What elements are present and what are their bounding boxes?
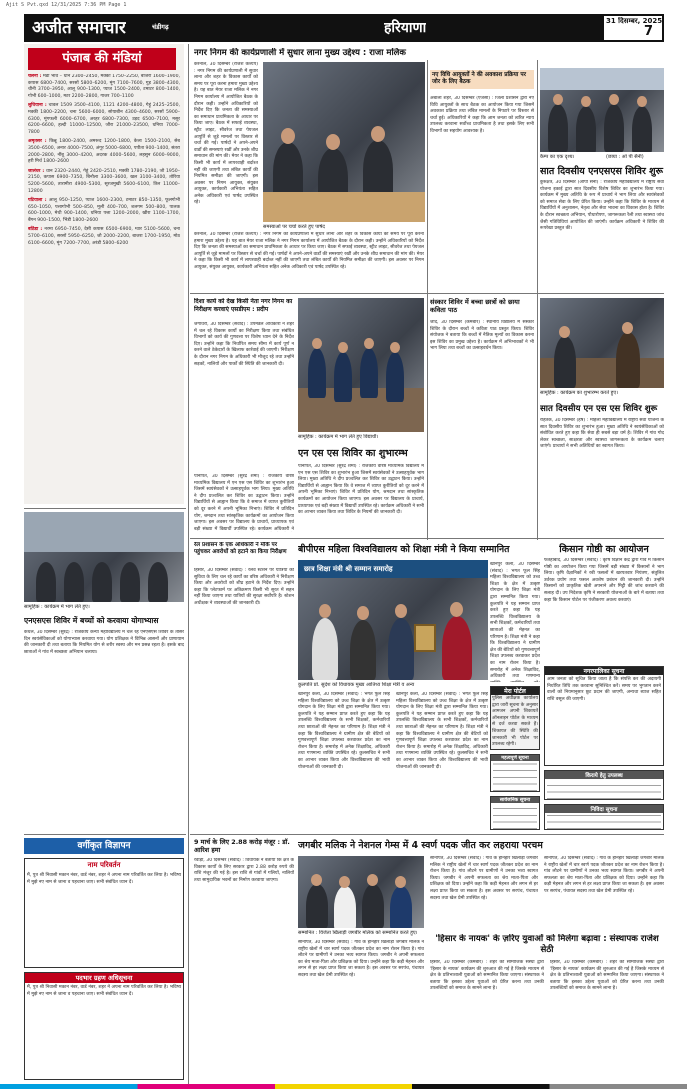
sanskar-headline: संस्कार शिविर में बच्चा छात्रों को छाया कविता पाठ <box>430 298 520 314</box>
gold-headline: जगबीर मलिक ने नेशनल गेम्स में 4 स्वर्ण पदक जीत कर लहराया परचम <box>298 840 543 851</box>
rail-headline: रेल प्रशासन के एक अधिकारी ने मौके पर पहुंचकर अवरोधों को हटाने का किया निरीक्षण <box>194 542 287 556</box>
yoga-caption: सामूहिक : कार्यक्रम में भाग लेते हुए। <box>24 604 90 610</box>
mandi-row <box>28 227 180 247</box>
gold-caption: सम्मानित : विजेता खिलाड़ी जगबीर मलिक को सम्मानित करते हुए। <box>298 930 418 936</box>
mandi-city: बठिंडा : <box>28 227 43 233</box>
color-registration-strip <box>0 1084 687 1089</box>
mandi-prices: नरमा 6950–7450, देसी कपास 6500–6900, ग्वार 5100–5600, चना 5700–6100, सरसों 5950–6250, जौ 2000–2200, बाजरा 1700–1950, मोठ 6100–6600, मूंग 7200–7700, अरंडी 5800–6200 <box>28 227 180 246</box>
classified-block <box>24 838 184 1084</box>
nss2-body: पानीपत, 30 दिसम्बर (सुरेंद्र शर्मा) : राजकीय वरिष्ठ माध्यमिक विद्यालय में एन एस एस शिविर का शुभारंभ हुआ जिसमें स्वयंसेवकों ने उत्साहपूर्वक भाग लिया। मुख्य अतिथि ने दीप प्रज्वलित कर शिविर का उद्घाटन किया। उन्होंने विद्यार्थियों से आह्वान किया कि वे समाज में व्याप्त कुरीतियों को दूर करने में अपनी भूमिका निभाएं। शिविर में प्रतिदिन योग, श्रमदान तथा सांस्कृतिक कार्यक्रमों का आयोजन किया जाएगा। इस अवसर पर विद्यालय के प्राचार्य, प्राध्यापक एवं बड़ी संख्या में विद्यार्थी उपस्थित रहे। कार्यक्रम अधिकारी ने सभी का आभार व्यक्त किया तथा शिविर के नियमों की जानकारी दी। <box>298 464 424 516</box>
mandi-prices: किन्नू 1800–2400, अमरूद 1200–1800, केला 1500–2100, सेब 3500–6500, अनार 4000–7500, अंगूर 5000–6800, पपीता 900–1400, संतरा 2000–2800, नींबू 3000–4200, अदरक 4000–5600, लहसुन 6000–9000, हरी मिर्च 1800–2600 <box>28 139 180 165</box>
adv2: सार्वजनिक सूचना <box>490 796 540 830</box>
nss2-caption: सामूहिक : कार्यक्रम में भाग लेते हुए विद्यार्थी। <box>298 434 379 440</box>
nss3-headline: सात दिवसीय एन एस एस शिविर शुरू <box>540 404 658 414</box>
rail-body: हिसार, 30 दिसम्बर (संवाद) : रेलवे स्टेशन पर यात्रियों की सुविधा के लिए चल रहे कार्यों का वरिष्ठ अधिकारी ने निरीक्षण किया और अवरोधों को शीघ्र हटाने के निर्देश दिए। उन्होंने कहा कि प्लेटफार्म पर अतिक्रमण किसी भी सूरत में सहन नहीं किया जाएगा तथा यात्रियों की सुरक्षा सर्वोपरि है। स्टेशन अधीक्षक ने व्यवस्थाओं की जानकारी दी। <box>194 568 294 606</box>
mandi-city: पटियाला : <box>28 198 47 204</box>
mandi-row <box>28 103 180 136</box>
nss1-photo <box>540 68 664 152</box>
hisar-body-1: हिसार, 30 दिसम्बर (कर्मबीर) : शहर की सामाजिक संस्था द्वारा 'हिसार के नायक' कार्यक्रम की शुरुआत की गई है जिसके माध्यम से क्षेत्र के प्रतिभाशाली युवाओं को सम्मानित किया जाएगा। संस्थापक ने बताया कि इसका उद्देश्य युवाओं को प्रेरित करना तथा उनकी उपलब्धियों को समाज के सामने लाना है। <box>430 960 544 992</box>
masthead-title: अजीत समाचार <box>32 18 126 38</box>
mandi-row <box>28 139 180 165</box>
bpsmv-banner: छात्र शिक्षा मंत्री श्री सम्मान समारोह <box>298 560 488 578</box>
nss3-photo <box>540 298 664 388</box>
mandi-row <box>28 74 180 100</box>
aaj-samaj-body: अंबाला शहर, 30 दिसम्बर (एजेंसी) : जिला प्रशासन द्वारा नए विधि आयुक्तों के साथ बैठक का आयोजन किया गया जिसमें अवकाश प्रक्रिया तथा लंबित मामलों के निपटारे पर विस्तार से चर्चा हुई। अधिकारियों ने कहा कि आम जनता को त्वरित न्याय उपलब्ध करवाना सर्वोच्च प्राथमिकता है तथा इसके लिए सभी विभागों का सहयोग आवश्यक है। <box>430 96 534 134</box>
mandi-city: जालंधर : <box>28 168 45 174</box>
nss1-headline: सात दिवसीय एनएसएस शिविर शुरू <box>540 166 663 177</box>
gurdaspur-body: रेवाड़ी, 30 दिसम्बर (संवाद) : विधायक ने बताया कि क्षेत्र के विकास कार्यों के लिए सरकार द्वारा 2.88 करोड़ रुपये की राशि मंजूर की गई है। इस राशि से गांवों में गलियों, नालियों तथा सामुदायिक भवनों का निर्माण करवाया जाएगा। <box>194 858 294 883</box>
yoga-body: कैथल, 30 दिसम्बर (सुरेंद्र) : राजकीय कन्या महाविद्यालय में चल रहे एनएसएस शिविर के तीसरे दिन स्वयंसेविकाओं को योगाभ्यास करवाया गया। योग प्रशिक्षक ने विभिन्न आसनों और प्राणायाम की जानकारी दी तथा बताया कि नियमित योग से शरीर स्वस्थ और मन प्रसन्न रहता है। इसके बाद छात्राओं ने गांव में स्वच्छता अभियान चलाया। <box>24 630 184 655</box>
nagar-nigam-photo <box>263 62 425 222</box>
mandi-prices: धान 2320–2440, गेहूं 2420–2510, मक्की 1780–2190, जौ 1950–2150, कपास 6900–7350, बिनौला 3300–3600, खल 3100–3400, तोरिया 5200–5600, तारामीरा 4900–5300, सूरजमुखी 5600–6100, तिल 11000–12800 <box>28 168 180 194</box>
yoga-headline: एनएसएस शिविर में बच्चों को करवाया योगाभ्यास <box>24 616 159 625</box>
nss1-body: कुरुक्षेत्र, 30 दिसम्बर (ओपी सैनी) : राजकीय महाविद्यालय में राष्ट्रीय सेवा योजना इकाई द्वारा सात दिवसीय विशेष शिविर का शुभारंभ किया गया। कार्यक्रम में मुख्य अतिथि के रूप में प्राचार्य ने भाग लिया और स्वयंसेवकों को समाज सेवा के लिए प्रेरित किया। उन्होंने कहा कि शिविर के माध्यम से विद्यार्थियों में अनुशासन, नेतृत्व और सेवा भावना का विकास होता है। शिविर के दौरान स्वच्छता अभियान, पौधारोपण, जागरूकता रैली तथा स्वास्थ्य जांच जैसी गतिविधियां आयोजित की जाएंगी। कार्यक्रम अधिकारी ने शिविर की रूपरेखा प्रस्तुत की। <box>540 180 664 232</box>
bpsmv-body-3: खानपुर कलां, 30 दिसम्बर (संवाद) : भगत फूल सिंह महिला विश्वविद्यालय को उच्च शिक्षा के क्षेत्र में उत्कृष्ट योगदान के लिए शिक्षा मंत्री द्वारा सम्मानित किया गया। कुलपति ने यह सम्मान प्राप्त करते हुए कहा कि यह उपलब्धि विश्वविद्यालय के सभी शिक्षकों, कर्मचारियों तथा छात्राओं की मेहनत का परिणाम है। शिक्षा मंत्री ने कहा कि विश्वविद्यालय ने ग्रामीण क्षेत्र की बेटियों को गुणवत्तापूर्ण शिक्षा उपलब्ध करवाकर प्रदेश का नाम रोशन किया है। समारोह में अनेक शिक्षाविद, अधिकारी तथा गणमान्य <box>490 562 540 680</box>
nagarpalika-notice: नगरपालिका सूचना आम जनता को सूचित किया जाता है कि संपत्ति कर की अदायगी निर्धारित तिथि तक करवाना सुनिश्चित करें। समय पर भुगतान करने वालों को नियमानुसार छूट प्रदान की जाएगी, अन्यथा ब्याज सहित राशि वसूल की जाएगी। <box>544 666 664 766</box>
bpsmv-headline: बीपीएस महिला विश्वविद्यालय को शिक्षा मंत्री ने किया सम्मानित <box>298 544 510 555</box>
mandi-prices: चावल 1509 3500–4100, 1121 4200–4800, गेहूं 2425–2500, मक्की 1800–2200, चना 5600–6000, सोयाबीन 4300–4600, सरसों 5900–6300, मूंगफली 6000–6700, अरहर 6800–7300, उड़द 6500–7100, मसूर 6200–6600, हल्दी 11000–12500, जीरा 21000–23500, धनिया 7000–7800 <box>28 103 180 135</box>
scan-info-line: Ajit S Pvt.qxd 12/31/2025 7:36 PM Page 1 <box>6 2 127 8</box>
nagar-nigam-body-1: करनाल, 30 दिसम्बर (राजेश कश्यप) : नगर निगम की कार्यप्रणाली में सुधार लाना और शहर के विकास कार्यों को समय पर पूरा करना हमारा मुख्य उद्देश्य है। यह बात मेयर राजा मलिक ने नगर निगम कार्यालय में आयोजित बैठक के दौरान कही। उन्होंने अधिकारियों को निर्देश दिए कि जनता की समस्याओं का समाधान प्राथमिकता के आधार पर किया जाए। बैठक में सफाई व्यवस्था, स्ट्रीट लाइट, सीवरेज तथा पेयजल आपूर्ति से जुड़े मामलों पर विस्तार से चर्चा की गई। पार्षदों ने अपने-अपने वार्डों की समस्याएं रखीं और उनके शीघ्र समाधान की मांग की। मेयर ने कहा कि किसी भी कार्य में लापरवाही बर्दाश्त नहीं की जाएगी तथा लंबित कार्यों की नियमित समीक्षा की जाएगी। इस अवसर पर निगम आयुक्त, संयुक्त आयुक्त, कार्यकारी अभियंता सहित अनेक अधिकारी एवं पार्षद उपस्थित रहे। <box>194 62 258 206</box>
bpsmv-body-1: खानपुर कलां, 30 दिसम्बर (संवाद) : भगत फूल सिंह महिला विश्वविद्यालय को उच्च शिक्षा के क्षेत्र में उत्कृष्ट योगदान के लिए शिक्षा मंत्री द्वारा सम्मानित किया गया। कुलपति ने यह सम्मान प्राप्त करते हुए कहा कि यह उपलब्धि विश्वविद्यालय के सभी शिक्षकों, कर्मचारियों तथा छात्राओं की मेहनत का परिणाम है। शिक्षा मंत्री ने कहा कि विश्वविद्यालय ने ग्रामीण क्षेत्र की बेटियों को गुणवत्तापूर्ण शिक्षा उपलब्ध करवाकर प्रदेश का नाम रोशन किया है। समारोह में अनेक शिक्षाविद, अधिकारी तथा गणमान्य व्यक्ति उपस्थित रहे। कुलसचिव ने सभी का आभार व्यक्त किया और विश्वविद्यालय की भावी योजनाओं की जानकारी दी। <box>298 692 390 770</box>
adv1: महत्वपूर्ण सूचना <box>490 754 540 792</box>
sanskar-body: जींद, 30 दिसम्बर (कर्मबीर) : स्थानीय विद्यालय में संस्कार शिविर के दौरान बच्चों ने कविता पाठ प्रस्तुत किया। शिविर संयोजक ने बताया कि बच्चों में नैतिक मूल्यों का विकास करना इस शिविर का प्रमुख उद्देश्य है। कार्यक्रम में अभिभावकों ने भी भाग लिया तथा बच्चों का उत्साहवर्धन किया। <box>430 320 534 352</box>
smart-town-body-2: पानीपत, 30 दिसम्बर (सुरेंद्र शर्मा) : राजकीय वरिष्ठ माध्यमिक विद्यालय में एन एस एस शिविर का शुभारंभ हुआ जिसमें स्वयंसेवकों ने उत्साहपूर्वक भाग लिया। मुख्य अतिथि ने दीप प्रज्वलित कर शिविर का उद्घाटन किया। उन्होंने विद्यार्थियों से आह्वान किया कि वे समाज में व्याप्त कुरीतियों को दूर करने में अपनी भूमिका निभाएं। शिविर में प्रतिदिन योग, श्रमदान तथा सांस्कृतिक कार्यक्रमों का आयोजन किया जाएगा। इस अवसर पर विद्यालय के प्राचार्य, प्राध्यापक एवं बड़ी संख्या में विद्यार्थी उपस्थित रहे। कार्यक्रम अधिकारी ने <box>194 474 294 532</box>
nagar-nigam-headline: नगर निगम की कार्यप्रणाली में सुधार लाना मुख्य उद्देश्य : राजा मलिक <box>194 48 406 58</box>
section-title: हरियाणा <box>384 20 427 36</box>
rally-photo <box>298 298 424 432</box>
gold-body-2: सोनीपत, 30 दिसम्बर (संवाद) : गांव के होनहार खिलाड़ी जगबीर मलिक ने राष्ट्रीय खेलों में चार स्वर्ण पदक जीतकर प्रदेश का नाम रोशन किया है। गांव लौटने पर ग्रामीणों ने उनका भव्य स्वागत किया। जगबीर ने अपनी सफलता का श्रेय माता-पिता और प्रशिक्षक को दिया। उन्होंने कहा कि कड़ी मेहनत और लगन से हर लक्ष्य प्राप्त किया जा सकता है। इस अवसर पर सरपंच, पंचायत सदस्य तथा खेल प्रेमी उपस्थित रहे। <box>430 856 538 901</box>
bpsmv-caption: कुलपति प्रो. सुदेश को विधायक मुख्य आतिथ्य शिक्षा मंत्री व अन्य <box>298 682 415 688</box>
mukhya-notice: मेरा पोर्टल पुलिस अधीक्षक कार्यालय द्वारा जारी सूचना के अनुसार आमजन अपनी शिकायतें ऑनलाइन पोर्टल के माध्यम से दर्ज करवा सकते हैं। शिकायत की स्थिति की जानकारी भी पोर्टल पर उपलब्ध रहेगी। <box>490 686 540 750</box>
smart-town-body: जगाधरी, 30 दिसम्बर (संवाद) : उपमंडल अधिकारी ने शहर में चल रहे विकास कार्यों का निरीक्षण किया तथा संबंधित विभागों को कार्य की गुणवत्ता पर विशेष ध्यान देने के निर्देश दिए। उन्होंने कहा कि निर्धारित समय सीमा में कार्य पूर्ण न करने वाले ठेकेदारों के खिलाफ कार्रवाई की जाएगी। निरीक्षण के दौरान नगर निगम के अधिकारी भी मौजूद रहे तथा उन्होंने सड़कों, नालियों और पार्कों की स्थिति की जानकारी दी। <box>194 322 294 367</box>
date-box <box>604 16 662 40</box>
mandi-title: पंजाब की मंडियां <box>28 48 176 70</box>
nss3-body: रोहतक, 30 दिसम्बर (हर्ष) : महिला महाविद्यालय में राष्ट्रीय सेवा योजना के सात दिवसीय शिविर का शुभारंभ हुआ। मुख्य अतिथि ने स्वयंसेविकाओं को संबोधित करते हुए कहा कि सेवा ही सबसे बड़ा धर्म है। शिविर में गांव गोद लेकर स्वच्छता, साक्षरता और स्वास्थ्य जागरूकता के कार्यक्रम चलाए जाएंगे। प्राचार्या ने सभी अतिथियों का स्वागत किया। <box>540 418 664 450</box>
name-change-notice: नाम परिवर्तन मैं, पुत्र श्री निवासी मकान नंबर, वार्ड नंबर, शहर ने अपना नाम परिवर्तित कर लिया है। भविष्य में मुझे नए नाम से जाना व पहचाना जाए। सभी संबंधित ध्यान दें। <box>24 858 184 968</box>
mandi-prices: मंडी भाव – धान 2300–2450, मक्की 1750–2250, बाजरा 1600–1900, कपास 6800–7400, सरसों 5800–6200, मूंग 7100–7600, गुड़ 3800–4300, चीनी 3700–3950, आलू 900–1300, प्याज 1500–2400, टमाटर 800–1400, गोभी 600–1000, मटर 2200–2800, गाजर 700–1100 <box>28 74 180 99</box>
aaj-samaj-headline: नए विधि आयुक्तों ने की अवकाश प्रक्रिया पर जोर के लिए बैठक <box>430 70 534 89</box>
nagar-nigam-caption: समस्याओं पर चर्चा करते हुए पार्षद <box>263 224 325 230</box>
bpsmv-body-2: खानपुर कलां, 30 दिसम्बर (संवाद) : भगत फूल सिंह महिला विश्वविद्यालय को उच्च शिक्षा के क्षेत्र में उत्कृष्ट योगदान के लिए शिक्षा मंत्री द्वारा सम्मानित किया गया। कुलपति ने यह सम्मान प्राप्त करते हुए कहा कि यह उपलब्धि विश्वविद्यालय के सभी शिक्षकों, कर्मचारियों तथा छात्राओं की मेहनत का परिणाम है। शिक्षा मंत्री ने कहा कि विश्वविद्यालय ने ग्रामीण क्षेत्र की बेटियों को गुणवत्तापूर्ण शिक्षा उपलब्ध करवाकर प्रदेश का नाम रोशन किया है। समारोह में अनेक शिक्षाविद, अधिकारी तथा गणमान्य व्यक्ति उपस्थित रहे। कुलसचिव ने सभी का आभार व्यक्त किया और विश्वविद्यालय की भावी योजनाओं की जानकारी दी। <box>396 692 488 770</box>
mandi-row <box>28 169 180 195</box>
page-number: 7 <box>644 24 654 39</box>
mandi-prices: आलू 950–1250, प्याज 1600–2300, टमाटर 850–1350, फूलगोभी 650–1050, पत्तागोभी 500–850, मूली 400–700, शलगम 500–800, पालक 600–1000, मेथी 900–1400, धनिया पत्ता 1200–2000, खीरा 1100–1700, बैंगन 900–1500, भिंडी 1800–2600 <box>28 198 180 223</box>
mandi-row <box>28 198 180 224</box>
nagar-nigam-body-2: करनाल, 30 दिसम्बर (राजेश कश्यप) : नगर निगम की कार्यप्रणाली में सुधार लाना और शहर के विकास कार्यों को समय पर पूरा करना हमारा मुख्य उद्देश्य है। यह बात मेयर राजा मलिक ने नगर निगम कार्यालय में आयोजित बैठक के दौरान कही। उन्होंने अधिकारियों को निर्देश दिए कि जनता की समस्याओं का समाधान प्राथमिकता के आधार पर किया जाए। बैठक में सफाई व्यवस्था, स्ट्रीट लाइट, सीवरेज तथा पेयजल आपूर्ति से जुड़े मामलों पर विस्तार से चर्चा की गई। पार्षदों ने अपने-अपने वार्डों की समस्याएं रखीं और उनके शीघ्र समाधान की मांग की। मेयर ने कहा कि किसी भी कार्य में लापरवाही बर्दाश्त नहीं की जाएगी तथा लंबित कार्यों की नियमित समीक्षा की जाएगी। इस अवसर पर निगम आयुक्त, संयुक्त आयुक्त, कार्यकारी अभियंता सहित अनेक अधिकारी एवं पार्षद उपस्थित रहे। <box>194 232 424 270</box>
adv3: किराये हेतु उपलब्ध <box>544 770 664 800</box>
hisar-headline: 'हिसार के नायक' के ज़रिए युवाओं को मिलेगा बढ़ावा : संस्थापक राजेश सेठी <box>435 934 659 955</box>
masthead-city: चंडीगढ़ <box>152 23 169 31</box>
padbhar-notice: पदभार ग्रहण अधिसूचना मैं, पुत्र श्री निवासी मकान नंबर, वार्ड नंबर, शहर ने अपना नाम परिवर्तित कर लिया है। भविष्य में मुझे नए नाम से जाना व पहचाना जाए। सभी संबंधित ध्यान दें। <box>24 972 184 1080</box>
smart-town-headline: दिशा कार्य को देख किसी नेता नगर निगम का निरीक्षण करवाएं एसडीएम : प्रदीप <box>194 298 293 313</box>
classified-title: वर्गीकृत विज्ञापन <box>24 838 184 854</box>
nss2-headline: एन एस एस शिविर का शुभारम्भ <box>298 448 408 459</box>
mandi-city: लुधियाना : <box>28 103 47 109</box>
kisan-body: फतेहाबाद, 30 दिसम्बर (संवाद) : कृषि विज्ञान केंद्र द्वारा गांव में किसान गोष्ठी का आयोजन किया गया जिसमें बड़ी संख्या में किसानों ने भाग लिया। कृषि वैज्ञानिकों ने रबी फसलों में खरपतवार नियंत्रण, संतुलित उर्वरक प्रयोग तथा फसल अवशेष प्रबंधन की जानकारी दी। उन्होंने किसानों को प्राकृतिक खेती अपनाने और मिट्टी की जांच करवाने की सलाह दी। उप निदेशक कृषि ने सरकारी योजनाओं के बारे में बताया तथा कहा कि किसान पोर्टल पर पंजीकरण अवश्य करवाएं। <box>544 558 664 603</box>
gold-body-1: सोनीपत, 30 दिसम्बर (संवाद) : गांव के होनहार खिलाड़ी जगबीर मलिक ने राष्ट्रीय खेलों में चार स्वर्ण पदक जीतकर प्रदेश का नाम रोशन किया है। गांव लौटने पर ग्रामीणों ने उनका भव्य स्वागत किया। जगबीर ने अपनी सफलता का श्रेय माता-पिता और प्रशिक्षक को दिया। उन्होंने कहा कि कड़ी मेहनत और लगन से हर लक्ष्य प्राप्त किया जा सकता है। इस अवसर पर सरपंच, पंचायत सदस्य तथा खेल प्रेमी उपस्थित रहे। <box>298 940 424 978</box>
adv4: निविदा सूचना <box>544 804 664 830</box>
mandi-city: चलना : <box>28 74 42 79</box>
masthead <box>24 14 664 42</box>
edition-date: 31 दिसम्बर, 2025 <box>606 17 662 25</box>
mandi-city: अमृतसर : <box>28 139 47 145</box>
mandi-list <box>28 74 180 500</box>
hisar-body-2: हिसार, 30 दिसम्बर (कर्मबीर) : शहर की सामाजिक संस्था द्वारा 'हिसार के नायक' कार्यक्रम की शुरुआत की गई है जिसके माध्यम से क्षेत्र के प्रतिभाशाली युवाओं को सम्मानित किया जाएगा। संस्थापक ने बताया कि इसका उद्देश्य युवाओं को प्रेरित करना तथा उनकी उपलब्धियों को समाज के सामने लाना है। <box>550 960 664 992</box>
kisan-headline: किसान गोष्ठी का आयोजन <box>559 544 649 555</box>
bpsmv-photo <box>298 560 488 680</box>
yoga-photo <box>24 512 184 602</box>
nss3-caption: सामूहिक : कार्यक्रम का शुभारम्भ करते हुए। <box>540 390 618 396</box>
mandi-block <box>24 44 184 504</box>
gurdaspur-headline: 9 मार्च के लिए 2.88 करोड़ मंजूर : डॉ. आरिश हमा <box>194 838 290 854</box>
gold-body-3: सोनीपत, 30 दिसम्बर (संवाद) : गांव के होनहार खिलाड़ी जगबीर मलिक ने राष्ट्रीय खेलों में चार स्वर्ण पदक जीतकर प्रदेश का नाम रोशन किया है। गांव लौटने पर ग्रामीणों ने उनका भव्य स्वागत किया। जगबीर ने अपनी सफलता का श्रेय माता-पिता और प्रशिक्षक को दिया। उन्होंने कहा कि कड़ी मेहनत और लगन से हर लक्ष्य प्राप्त किया जा सकता है। इस अवसर पर सरपंच, पंचायत सदस्य तथा खेल प्रेमी उपस्थित रहे। <box>544 856 664 894</box>
nss1-caption-right: (छाया : ओ पी सैनी) <box>606 154 644 160</box>
gold-photo <box>298 856 424 928</box>
nss1-caption-left: कैम्प का एक दृश्य। <box>540 154 575 160</box>
